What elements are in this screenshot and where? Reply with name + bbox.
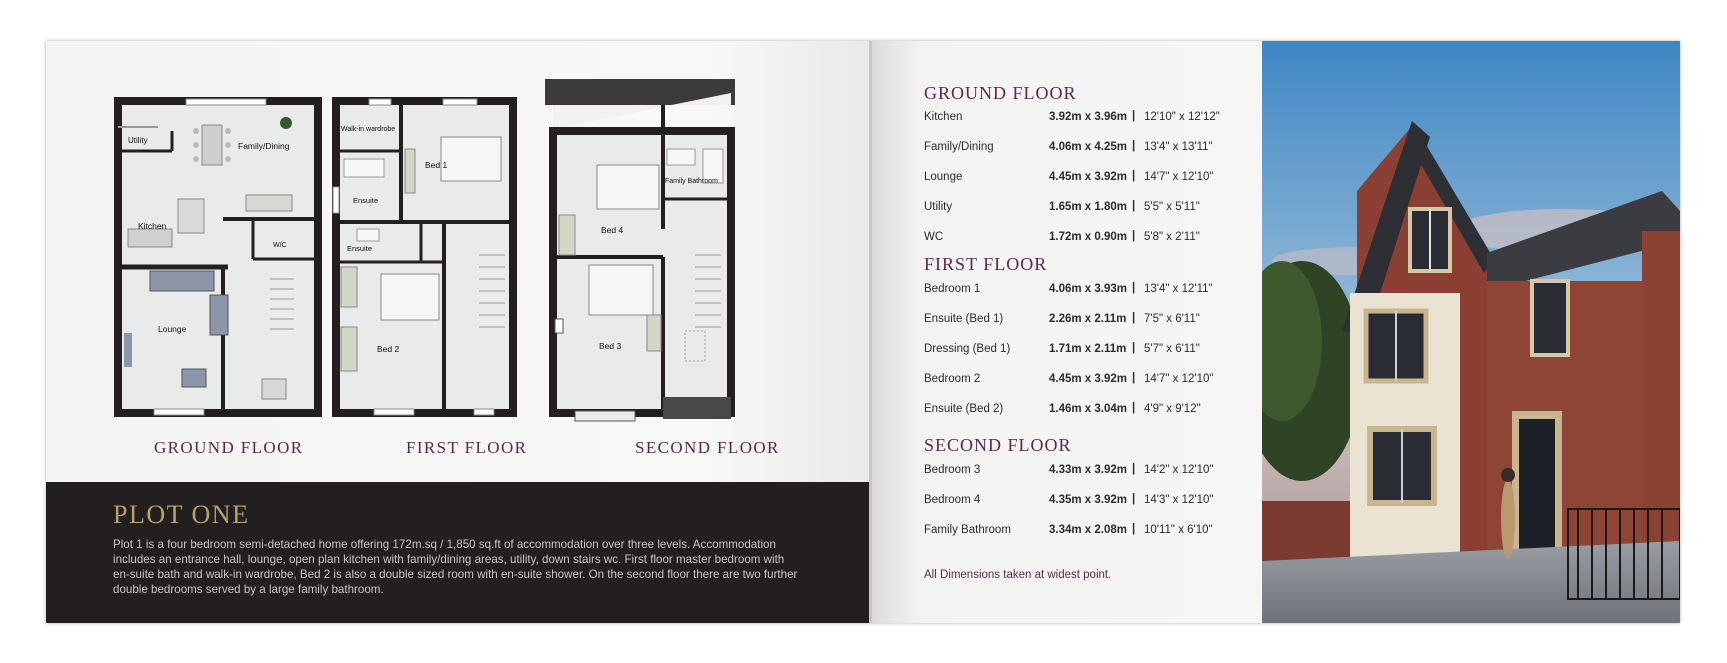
ground-floor-plan	[98, 79, 324, 434]
separator: |	[1132, 523, 1136, 535]
metric-size: 3.92m x 3.96m	[1049, 111, 1128, 123]
metric-size: 2.26m x 2.11m	[1049, 313, 1127, 325]
room-name: Ensuite (Bed 1)	[924, 313, 1004, 325]
imperial-size: 12'10" x 12'12"	[1144, 111, 1220, 123]
second-floor-plan	[545, 79, 745, 434]
separator: |	[1132, 342, 1136, 354]
room-label-ensuite-2: Ensuite	[347, 244, 373, 253]
imperial-size: 14'2" x 12'10"	[1144, 464, 1214, 476]
separator: |	[1132, 493, 1136, 505]
brochure-spread	[46, 41, 1680, 623]
metric-size: 1.46m x 3.04m	[1049, 403, 1128, 415]
imperial-size: 13'4" x 12'11"	[1144, 283, 1213, 295]
imperial-size: 13'4" x 13'11"	[1144, 141, 1213, 153]
imperial-size: 5'7" x 6'11"	[1144, 343, 1200, 355]
first-floor-plan	[329, 79, 529, 434]
metric-size: 4.45m x 3.92m	[1049, 171, 1128, 183]
separator: |	[1132, 170, 1136, 182]
room-label-walk-in-wardrobe: Walk-in wardrobe	[341, 126, 396, 133]
room-label-bed-2: Bed 2	[377, 344, 400, 354]
imperial-size: 10'11" x 6'10"	[1144, 524, 1213, 536]
imperial-size: 14'3" x 12'10"	[1144, 494, 1214, 506]
metric-size: 1.71m x 2.11m	[1049, 343, 1127, 355]
imperial-size: 5'5" x 5'11"	[1144, 201, 1200, 213]
house-render-image	[1262, 41, 1680, 623]
room-name: Dressing (Bed 1)	[924, 343, 1011, 355]
metric-size: 3.34m x 2.08m	[1049, 524, 1128, 536]
room-name: Ensuite (Bed 2)	[924, 403, 1004, 415]
separator: |	[1132, 463, 1136, 475]
room-label-family-dining: Family/Dining	[238, 141, 290, 151]
separator: |	[1132, 402, 1136, 414]
separator: |	[1132, 140, 1136, 152]
separator: |	[1132, 282, 1136, 294]
metric-size: 1.65m x 1.80m	[1049, 201, 1128, 213]
room-label-utility: Utility	[128, 136, 148, 145]
room-label-bed-3: Bed 3	[599, 341, 622, 351]
separator: |	[1132, 312, 1136, 324]
metric-size: 4.06m x 4.25m	[1049, 141, 1128, 153]
room-name: Bedroom 1	[924, 283, 981, 295]
imperial-size: 5'8" x 2'11"	[1144, 231, 1200, 243]
separator: |	[1132, 230, 1136, 242]
room-name: Bedroom 2	[924, 373, 981, 385]
room-name: Family Bathroom	[924, 524, 1011, 536]
room-name: Lounge	[924, 171, 963, 183]
plan-label-second-floor: SECOND FLOOR	[635, 438, 780, 457]
plot-description-panel	[46, 482, 869, 623]
room-label-bed-4: Bed 4	[601, 225, 624, 235]
metric-size: 4.45m x 3.92m	[1049, 373, 1128, 385]
room-label-kitchen: Kitchen	[138, 221, 167, 231]
dimensions-heading-second-floor: SECOND FLOOR	[924, 435, 1072, 455]
plot-description: Plot 1 is a four bedroom semi-detached home offering 172m.sq / 1,850 sq.ft of accommodation over three levels. Accommodation includes an entrance hall, lounge, open plan kitchen with family/dining areas, utility, down stairs wc. First floor master bedroom with en-suite bath and walk-in wardrobe, Bed 2 is also a double sized room with en-suite shower. On the second floor there are two further double bedrooms served by a large family bathroom.	[113, 538, 798, 596]
separator: |	[1132, 200, 1136, 212]
room-name: WC	[924, 231, 944, 243]
imperial-size: 14'7" x 12'10"	[1144, 373, 1214, 385]
room-name: Bedroom 4	[924, 494, 981, 506]
plot-title: PLOT ONE	[113, 500, 250, 529]
metric-size: 1.72m x 0.90m	[1049, 231, 1128, 243]
room-name: Kitchen	[924, 111, 963, 123]
room-label-ensuite-1: Ensuite	[353, 196, 379, 205]
separator: |	[1132, 372, 1136, 384]
separator: |	[1132, 110, 1136, 122]
imperial-size: 14'7" x 12'10"	[1144, 171, 1214, 183]
room-name: Utility	[924, 201, 953, 213]
dimensions-heading-first-floor: FIRST FLOOR	[924, 254, 1048, 274]
dimensions-footnote: All Dimensions taken at widest point.	[924, 569, 1112, 581]
dimensions-heading-ground-floor: GROUND FLOOR	[924, 83, 1077, 103]
metric-size: 4.35m x 3.92m	[1049, 494, 1128, 506]
room-label-lounge: Lounge	[158, 324, 187, 334]
plan-label-first-floor: FIRST FLOOR	[406, 438, 528, 457]
metric-size: 4.33m x 3.92m	[1049, 464, 1128, 476]
room-label-wc: W/C	[273, 242, 287, 249]
metric-size: 4.06m x 3.93m	[1049, 283, 1128, 295]
left-page	[46, 41, 869, 623]
room-label-bed-1: Bed 1	[425, 160, 448, 170]
room-label-family-bathroom: Family Bathroom	[665, 178, 718, 185]
imperial-size: 4'9" x 9'12"	[1144, 403, 1201, 415]
imperial-size: 7'5" x 6'11"	[1144, 313, 1200, 325]
room-name: Bedroom 3	[924, 464, 981, 476]
plan-label-ground-floor: GROUND FLOOR	[154, 438, 304, 457]
room-name: Family/Dining	[924, 141, 994, 153]
